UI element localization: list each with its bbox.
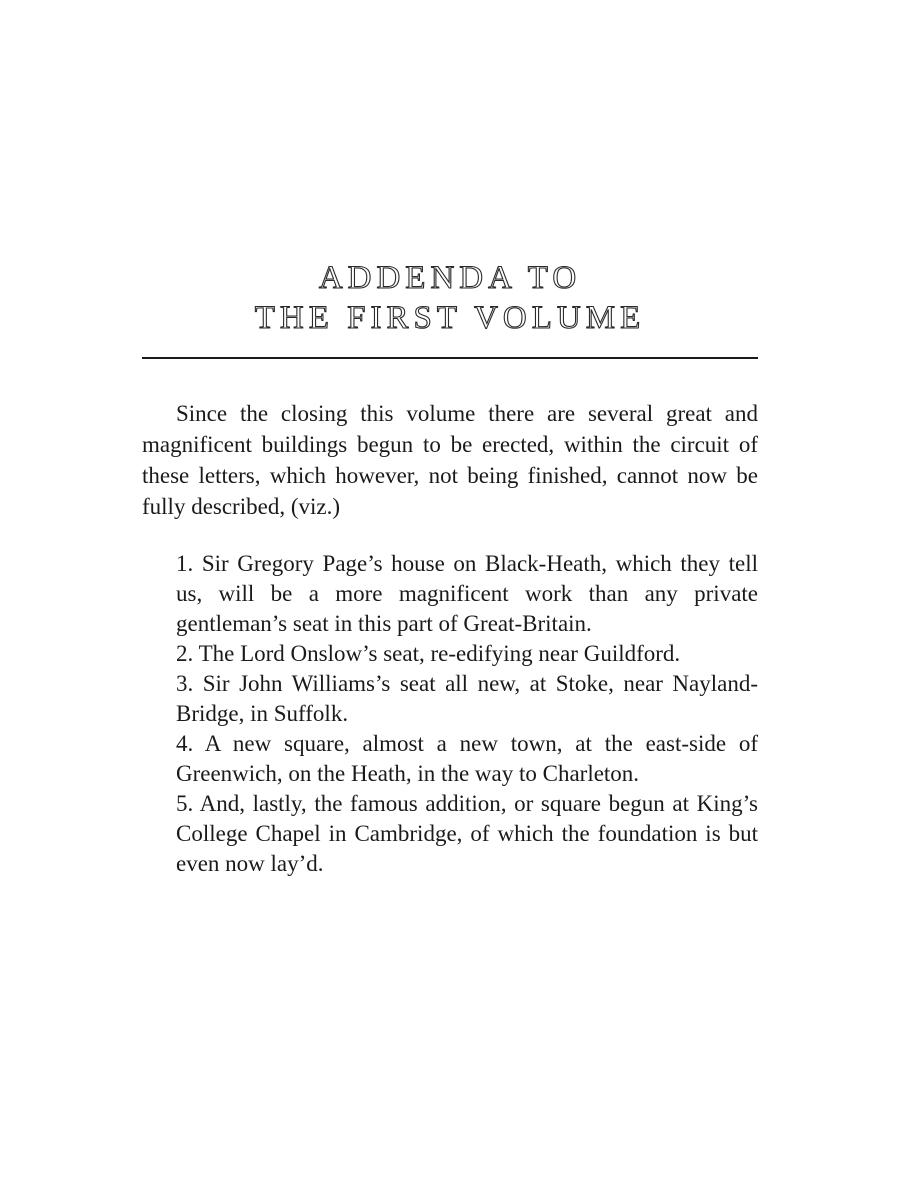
heading-line-2: THE FIRST VOLUME bbox=[254, 300, 646, 336]
list-item: 4. A new square, almost a new town, at the east-side of Greenwich, on the Heath, in the way to Charleton. bbox=[176, 731, 758, 786]
heading-rule bbox=[142, 357, 758, 359]
heading-line-1: ADDENDA TO bbox=[318, 260, 582, 296]
list-item: 2. The Lord Onslow’s seat, re-edifying near Guildford. bbox=[176, 641, 681, 666]
list-item: 3. Sir John Williams’s seat all new, at Stoke, near Nayland-Bridge, in Suffolk. bbox=[176, 671, 758, 726]
intro-paragraph: Since the closing this volume there are several great and magnificent buildings begun to be erected, within the circuit of these letters, which however, not being finished, cannot now be fully described, (viz.) bbox=[142, 401, 758, 519]
chapter-heading bbox=[142, 258, 758, 338]
buildings-list bbox=[176, 549, 758, 879]
list-item: 5. And, lastly, the famous addition, or square begun at King’s College Chapel in Cambridge, of which the foundation is but even now lay’d. bbox=[176, 791, 758, 876]
list-item: 1. Sir Gregory Page’s house on Black-Heath, which they tell us, will be a more magnificent work than any private gentleman’s seat in this part of Great-Britain. bbox=[176, 551, 758, 636]
